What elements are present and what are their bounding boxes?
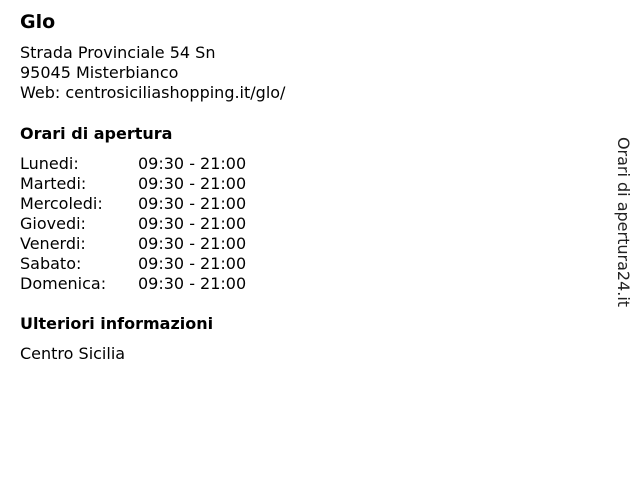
hours-row-saturday xyxy=(20,254,280,274)
hours-value: 09:30 - 21:00 xyxy=(138,254,247,273)
hours-value: 09:30 - 21:00 xyxy=(138,194,247,213)
store-address xyxy=(20,43,285,103)
address-street: Strada Provinciale 54 Sn xyxy=(20,43,216,62)
store-name: Glo xyxy=(20,11,56,33)
website-link[interactable]: Web: centrosiciliashopping.it/glo/ xyxy=(20,83,286,102)
opening-hours-title: Orari di apertura xyxy=(20,124,173,143)
hours-row-friday xyxy=(20,234,280,254)
day-label: Giovedi: xyxy=(20,214,86,233)
more-info-text: Centro Sicilia xyxy=(20,344,126,363)
day-label: Venerdi: xyxy=(20,234,86,253)
day-label: Domenica: xyxy=(20,274,107,293)
hours-row-thursday xyxy=(20,214,280,234)
day-label: Martedi: xyxy=(20,174,87,193)
day-label: Sabato: xyxy=(20,254,82,273)
day-label: Lunedi: xyxy=(20,154,79,173)
site-watermark: Orari di apertura24.it xyxy=(614,136,633,308)
hours-row-monday xyxy=(20,154,280,174)
hours-value: 09:30 - 21:00 xyxy=(138,154,247,173)
hours-row-tuesday xyxy=(20,174,280,194)
hours-value: 09:30 - 21:00 xyxy=(138,274,247,293)
hours-value: 09:30 - 21:00 xyxy=(138,214,247,233)
hours-value: 09:30 - 21:00 xyxy=(138,174,247,193)
hours-row-sunday xyxy=(20,274,280,294)
hours-row-wednesday xyxy=(20,194,280,214)
address-city: 95045 Misterbianco xyxy=(20,63,179,82)
opening-hours-table xyxy=(20,154,280,294)
hours-value: 09:30 - 21:00 xyxy=(138,234,247,253)
day-label: Mercoledi: xyxy=(20,194,103,213)
more-info-title: Ulteriori informazioni xyxy=(20,314,214,333)
